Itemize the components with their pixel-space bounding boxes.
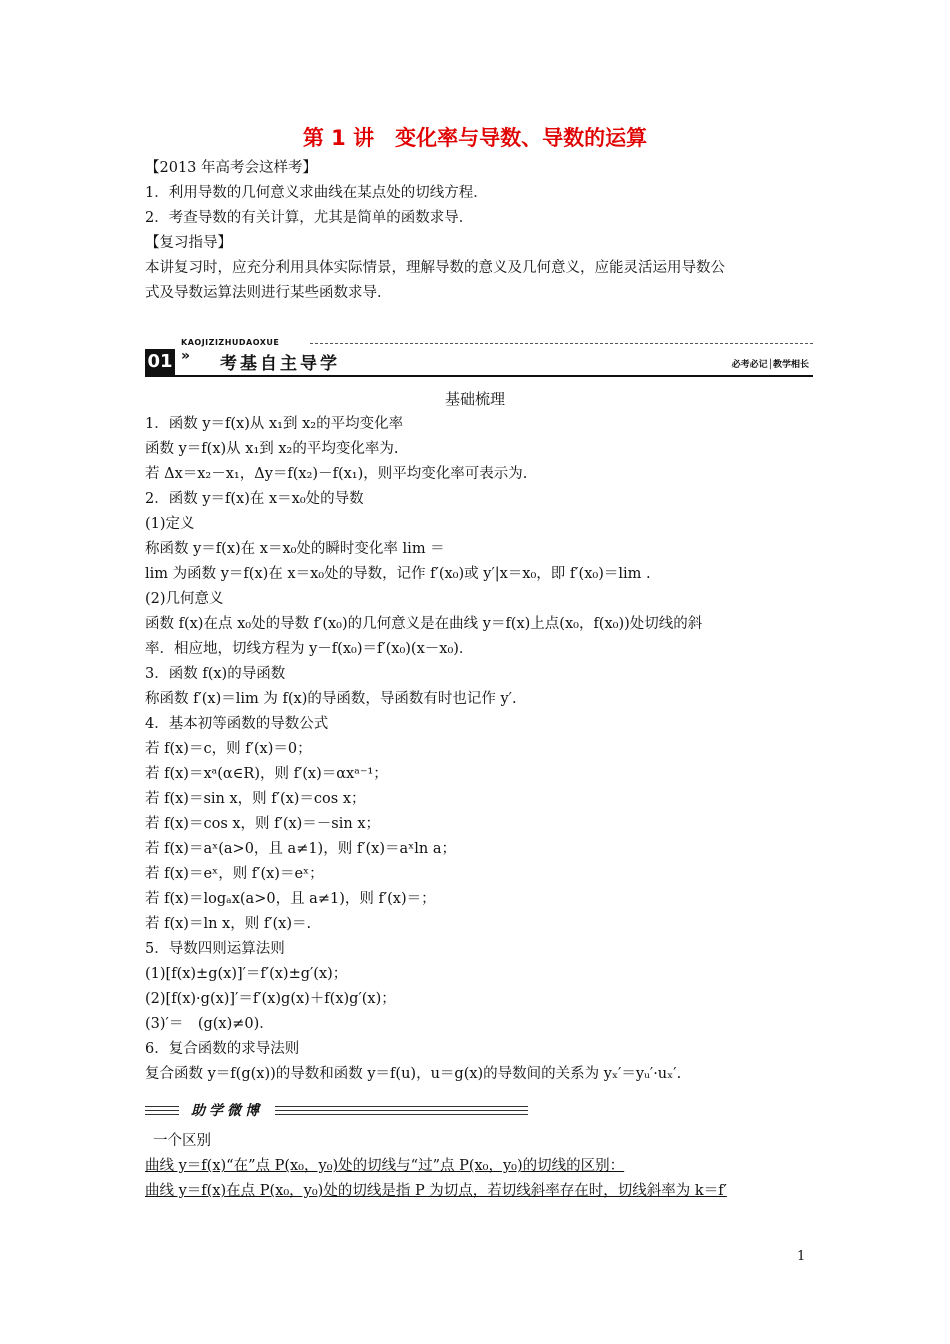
body-line: (1)[f(x)±g(x)]′＝f′(x)±g′(x)； <box>145 966 348 982</box>
review-text: 式及导数运算法则进行某些函数求导． <box>145 285 392 301</box>
banner-tagline: 必考必记│教学相长 <box>731 360 809 370</box>
section-title: 基础梳理 <box>444 390 505 408</box>
page-number: 1 <box>797 1249 806 1264</box>
body-line: 3．函数 f(x)的导函数 <box>145 666 286 682</box>
body-line: 4．基本初等函数的导数公式 <box>145 716 329 732</box>
helper-title: 助学微博 <box>179 1101 275 1121</box>
review-heading: 【复习指导】 <box>145 235 232 251</box>
body-line: 若 f(x)＝cos x，则 f′(x)＝－sin x； <box>145 816 381 832</box>
double-chevron-icon: » <box>181 348 191 364</box>
review-text: 本讲复习时，应充分利用具体实际情景，理解导数的意义及几何意义，应能灵活运用导数公 <box>145 260 725 276</box>
body-line: 称函数 f′(x)＝lim 为 f(x)的导函数，导函数有时也记作 y′. <box>145 691 517 707</box>
banner-rule <box>145 375 813 377</box>
exam-point-2: 2．考查导数的有关计算，尤其是简单的函数求导． <box>145 210 474 226</box>
body-line: 若 f(x)＝ln x，则 f′(x)＝. <box>145 916 312 932</box>
body-line: 2．函数 y＝f(x)在 x＝x₀处的导数 <box>145 491 364 507</box>
body-line: 若 f(x)＝eˣ，则 f′(x)＝eˣ； <box>145 866 324 882</box>
helper-heading: 一个区别 <box>153 1133 211 1149</box>
body-line: (2)[f(x)·g(x)]′＝f′(x)g(x)＋f(x)g′(x)； <box>145 991 396 1007</box>
body-line: 称函数 y＝f(x)在 x＝x₀处的瞬时变化率 lim ＝ <box>145 541 445 557</box>
body-line: (2)几何意义 <box>145 591 224 607</box>
body-line: lim 为函数 y＝f(x)在 x＝x₀处的导数，记作 f′(x₀)或 y′|x＝x₀，即 f′(x₀)＝lim . <box>145 566 651 582</box>
body-line: 函数 f(x)在点 x₀处的导数 f′(x₀)的几何意义是在曲线 y＝f(x)上点(x₀，f(x₀))处切线的斜 <box>145 616 703 632</box>
helper-line: 曲线 y＝f(x)在点 P(x₀，y₀)处的切线是指 P 为切点，若切线斜率存在时，切线斜率为 k＝f′ <box>145 1183 727 1199</box>
body-line: 6．复合函数的求导法则 <box>145 1041 300 1057</box>
banner-dashed-rule <box>310 343 813 344</box>
body-line: 若 f(x)＝logₐx(a>0，且 a≠1)，则 f′(x)＝； <box>145 891 436 907</box>
body-line: 若 Δx＝x₂－x₁，Δy＝f(x₂)－f(x₁)，则平均变化率可表示为. <box>145 466 528 482</box>
body-line: (1)定义 <box>145 516 195 532</box>
body-line: 率．相应地，切线方程为 y－f(x₀)＝f′(x₀)(x－x₀)． <box>145 641 474 657</box>
body-line: 若 f(x)＝c，则 f′(x)＝0； <box>145 741 312 757</box>
body-line: 若 f(x)＝aˣ(a>0，且 a≠1)，则 f′(x)＝aˣln a； <box>145 841 456 857</box>
page-title: 第 1 讲 变化率与导数、导数的运算 <box>302 126 648 150</box>
body-line: 若 f(x)＝xᵃ(α∈R)，则 f′(x)＝αxᵃ⁻¹； <box>145 766 388 782</box>
body-line: 1．函数 y＝f(x)从 x₁到 x₂的平均变化率 <box>145 416 404 432</box>
body-line: 若 f(x)＝sin x，则 f′(x)＝cos x； <box>145 791 366 807</box>
banner-number: 01 <box>145 349 175 375</box>
body-line: (3)′＝ (g(x)≠0)． <box>145 1016 274 1032</box>
body-line: 复合函数 y＝f(g(x))的导数和函数 y＝f(u)，u＝g(x)的导数间的关系为 yₓ′＝yᵤ′·uₓ′. <box>145 1066 682 1082</box>
banner-pinyin: KAOJIZIZHUDAOXUE <box>181 338 280 347</box>
helper-line: 曲线 y＝f(x)“在”点 P(x₀，y₀)处的切线与“过”点 P(x₀，y₀)的切线的区别： <box>145 1158 625 1174</box>
section-banner <box>145 333 813 377</box>
helper-banner <box>145 1097 528 1125</box>
body-line: 5．导数四则运算法则 <box>145 941 285 957</box>
banner-heading: 考基自主导学 <box>220 354 340 374</box>
body-line: 函数 y＝f(x)从 x₁到 x₂的平均变化率为. <box>145 441 399 457</box>
exam-point-1: 1．利用导数的几何意义求曲线在某点处的切线方程． <box>145 185 488 201</box>
exam-heading: 【2013 年高考会这样考】 <box>145 160 318 176</box>
